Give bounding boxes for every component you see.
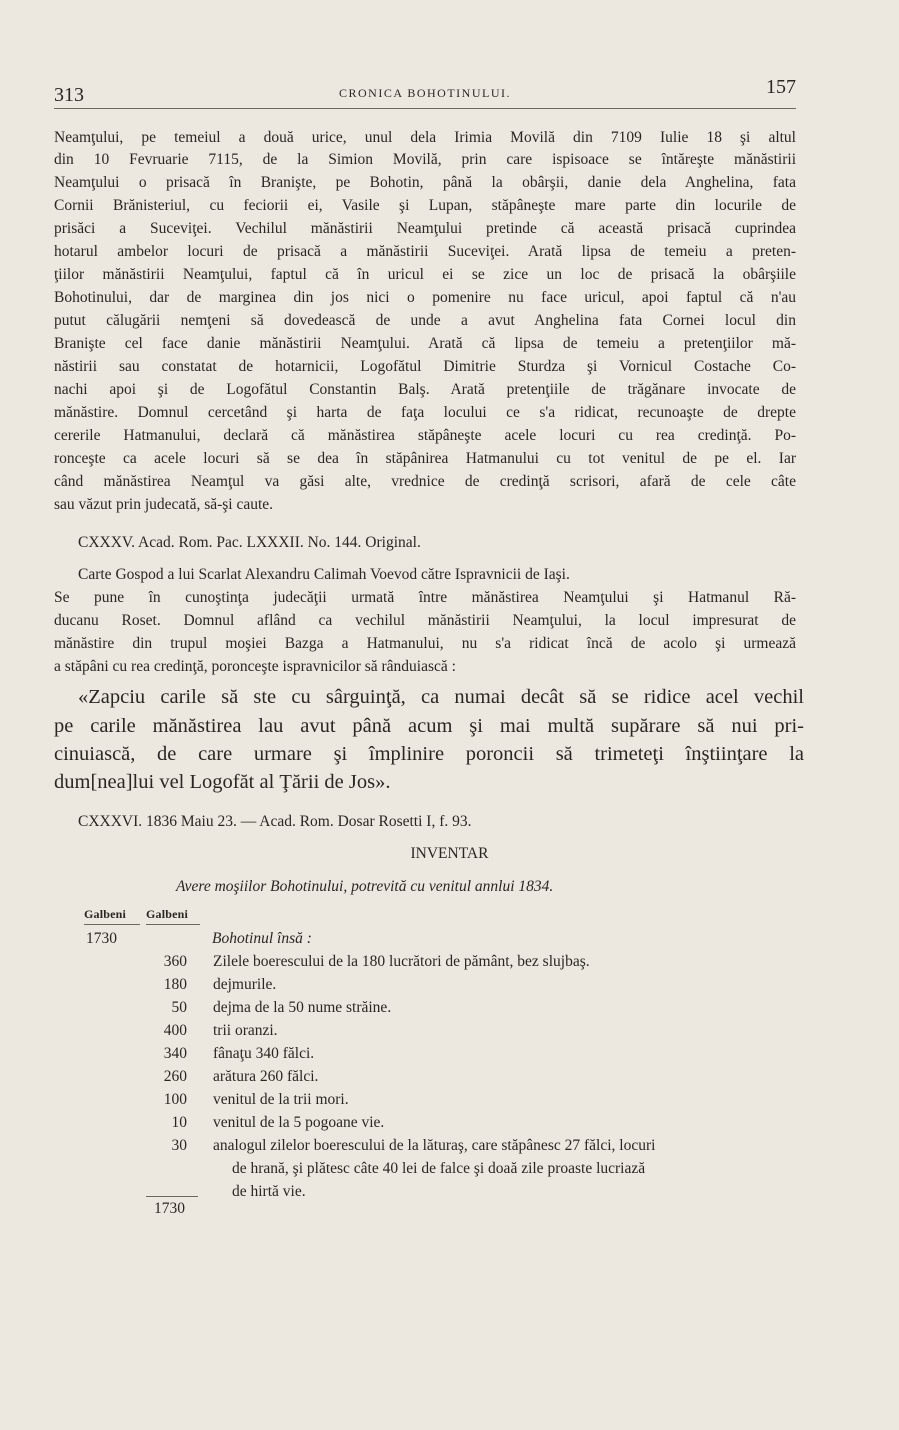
item-text-continuation: de hrană, şi plătesc câte 40 lei de falce şi doaă zile proaste lucriază bbox=[232, 1160, 646, 1177]
item-text: dejmurile. bbox=[213, 976, 277, 993]
text-line: mănăstire din trupul moşiei Bazga a Hatmanului, nu s'a ridicat încă de acolo şi urmează bbox=[54, 635, 796, 652]
item-amount: 340 bbox=[163, 1045, 187, 1062]
text-line: hotarul ambelor locuri de prisacă a mănăstirii Suceviţei. Arată lipsa de temeiu a preten- bbox=[54, 243, 796, 260]
item-text: analogul zilelor boerescului de la lăturaş, care stăpânesc 27 fălci, locuri bbox=[213, 1137, 656, 1154]
text-line: Carte Gospod a lui Scarlat Alexandru Calimah Voevod către Ispravnicii de Iaşi. bbox=[78, 566, 570, 583]
sum-total: 1730 bbox=[154, 1200, 185, 1217]
text-line: ronceşte ca acele locuri să se dea în stăpânirea Hatmanului cu tot venitul de pe el. Iar bbox=[54, 450, 796, 467]
column-rule-right bbox=[146, 924, 200, 925]
text-line: cererile Hatmanului, declară că mănăstirea stăpâneşte acele locuri cu rea credinţă. Po- bbox=[54, 427, 796, 444]
quote-line: «Zapciu carile să ste cu sârguinţă, ca numai decât să se ridice acel vechil bbox=[78, 686, 804, 708]
quote-line: cinuiască, de care urmare şi împlinire poroncii să trimeteţi înştiinţare la bbox=[54, 743, 804, 765]
item-amount: 10 bbox=[171, 1114, 187, 1131]
item-text: Zilele boerescului de la 180 lucrători de pământ, bez slujbaş. bbox=[213, 953, 590, 970]
running-title: CRONICA BOHOTINULUI. bbox=[339, 86, 511, 100]
item-text: fânaţu 340 fălci. bbox=[213, 1045, 315, 1062]
column-rule-left bbox=[84, 924, 140, 925]
sum-rule bbox=[146, 1196, 198, 1197]
text-line: prisăci a Suceviţei. Vechilul mănăstirii Neamţului pretinde că această prisacă cuprindea bbox=[54, 220, 796, 237]
item-amount: 180 bbox=[163, 976, 187, 993]
quote-line: pe carile mănăstirea lau avut până acum şi mai multă supărare să nui pri- bbox=[54, 715, 804, 737]
column-header-left: Galbeni bbox=[84, 907, 127, 921]
item-text: arătura 260 fălci. bbox=[213, 1068, 319, 1085]
total-left: 1730 bbox=[86, 930, 117, 947]
item-text: dejma de la 50 nume străine. bbox=[213, 999, 392, 1016]
item-amount: 400 bbox=[163, 1022, 187, 1039]
item-text: venitul de la trii mori. bbox=[213, 1091, 349, 1108]
inventory-subtitle: Avere moşiilor Bohotinului, potrevită cu venitul annlui 1834. bbox=[176, 878, 554, 895]
document-heading: CXXXV. Acad. Rom. Pac. LXXXII. No. 144. Original. bbox=[78, 534, 421, 551]
text-line: sau văzut prin judecată, să-şi caute. bbox=[54, 496, 274, 513]
text-line: mănăstire. Domnul cercetând şi harta de faţa locului ce s'a ridicat, recunoaşte de drepte bbox=[54, 404, 796, 421]
inventory-intro: Bohotinul însă : bbox=[212, 930, 312, 947]
text-line: Bohotinului, dar de marginea din jos nici o pomenire nu face uricul, apoi faptul că n'au bbox=[54, 289, 796, 306]
text-line: nachi apoi şi de Logofătul Constantin Balş. Arată pretenţiile de trăgănare invocate de bbox=[54, 381, 796, 398]
item-amount: 50 bbox=[171, 999, 187, 1016]
text-line: Se pune în cunoştinţa judecăţii urmată între mănăstirea Neamţului şi Hatmanul Ră- bbox=[54, 589, 796, 606]
item-amount: 100 bbox=[163, 1091, 187, 1108]
text-line: a stăpâni cu rea credinţă, poronceşte ispravnicilor să rânduiască : bbox=[54, 658, 456, 675]
text-line: când mănăstirea Neamţul va găsi alte, vrednice de credinţă scrisori, afară de cele câte bbox=[54, 473, 796, 490]
text-line: Neamţului o prisacă în Branişte, pe Bohotin, până la obârşii, danie dela Anghelina, fata bbox=[54, 174, 796, 191]
text-line: năstirii sau constatat de hotarnicii, Logofătul Dimitrie Sturdza şi Vornicul Costache Co- bbox=[54, 358, 796, 375]
text-line: Branişte cel face danie mănăstirii Neamţului. Arată că lipsa de temeiu a pretenţiilor mă- bbox=[54, 335, 796, 352]
page-header bbox=[54, 74, 796, 109]
item-text: trii oranzi. bbox=[213, 1022, 278, 1039]
item-amount: 260 bbox=[163, 1068, 187, 1085]
page-number-right: 157 bbox=[766, 76, 796, 98]
column-header-right: Galbeni bbox=[146, 907, 189, 921]
item-text-continuation: de hirtă vie. bbox=[232, 1183, 306, 1200]
text-line: din 10 Fevruarie 7115, de la Simion Movilă, prin care ispisoace se întăreşte mănăstirii bbox=[54, 151, 796, 168]
item-text: venitul de la 5 pogoane vie. bbox=[213, 1114, 385, 1131]
text-line: Neamţului, pe temeiul a două urice, unul dela Irimia Movilă din 7109 Iulie 18 şi altul bbox=[54, 129, 796, 146]
text-line: Cornii Brănisteriul, cu feciorii ei, Vasile şi Lupan, stăpâneşte mare parte din locurile de bbox=[54, 197, 796, 214]
inventory-title: INVENTAR bbox=[410, 845, 489, 862]
page-number-left: 313 bbox=[54, 84, 84, 106]
item-amount: 360 bbox=[163, 953, 187, 970]
text-line: ducanu Roset. Domnul aflând ca vechilul mănăstirii Neamţului, la locul impresurat de bbox=[54, 612, 796, 629]
text-line: putut călugării nemţeni să dovedească de unde a avut Anghelina fata Cornei locul din bbox=[54, 312, 796, 329]
item-amount: 30 bbox=[171, 1137, 187, 1154]
text-line: ţiilor mănăstirii Neamţului, faptul că în uricul ei se zice un loc de prisacă la obârşiile bbox=[54, 266, 796, 283]
document-heading: CXXXVI. 1836 Maiu 23. — Acad. Rom. Dosar Rosetti I, f. 93. bbox=[78, 813, 472, 830]
quote-line: dum[nea]lui vel Logofăt al Ţării de Jos». bbox=[54, 771, 391, 793]
